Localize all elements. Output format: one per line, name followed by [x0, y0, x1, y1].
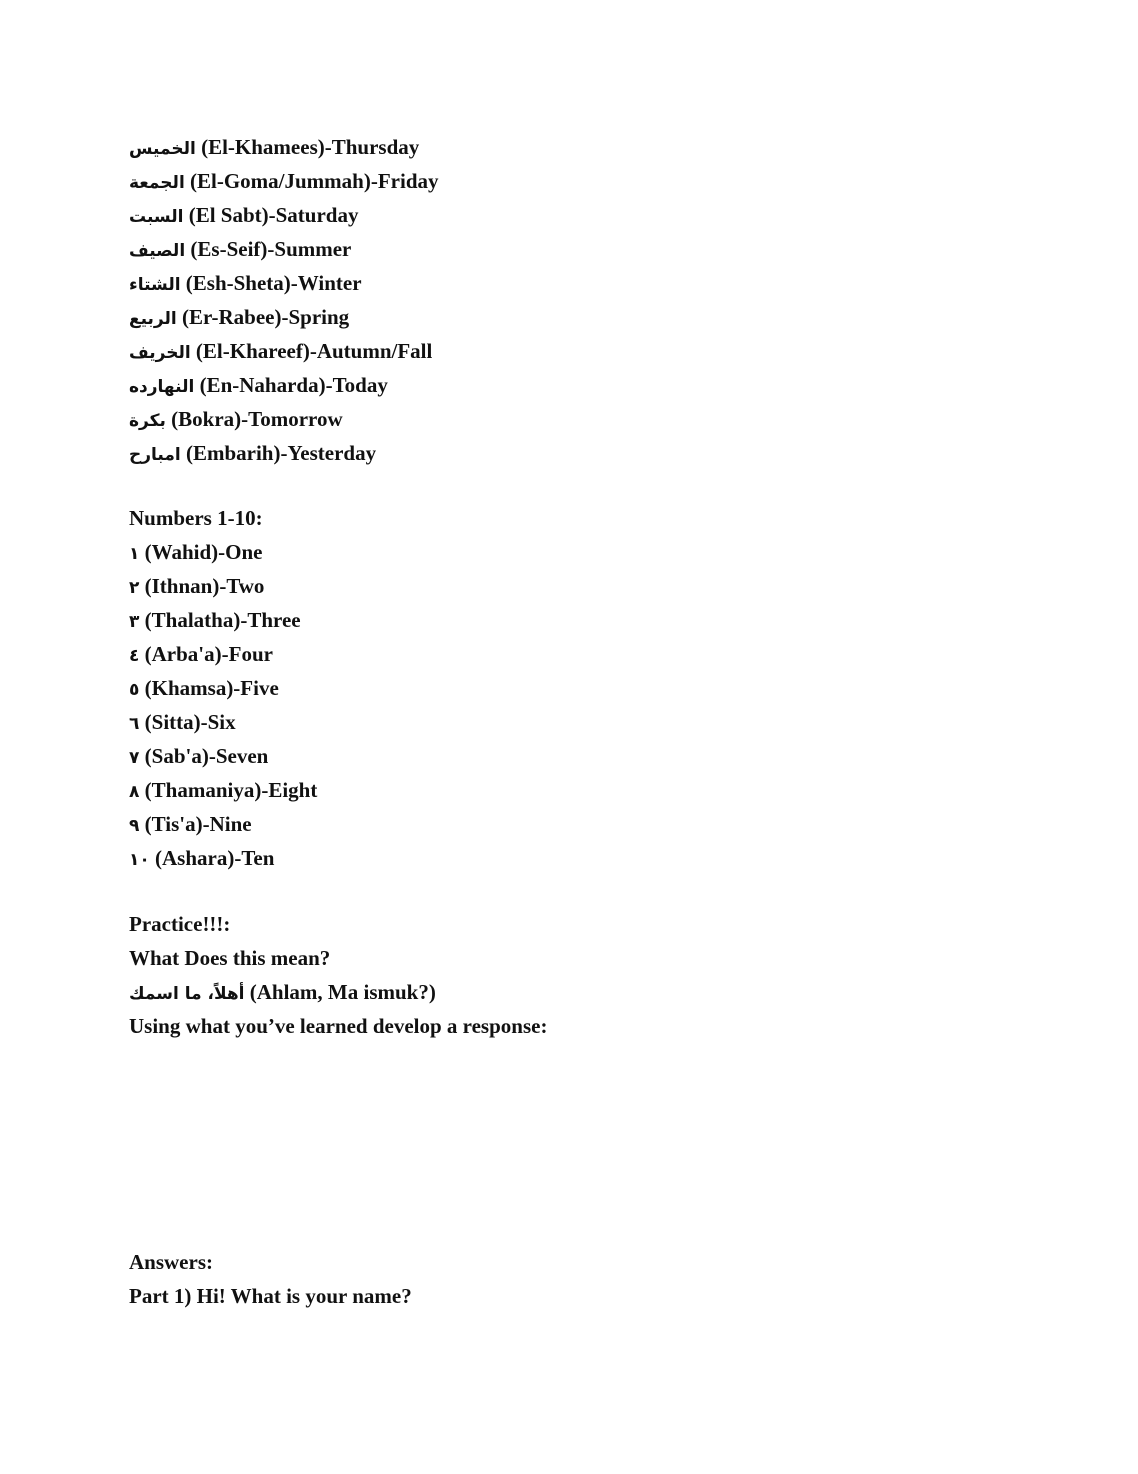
practice-section: [129, 907, 1029, 1043]
number-gloss: (Wahid)-One: [139, 540, 263, 564]
number-item-two: [129, 569, 1029, 603]
number-gloss: (Ashara)-Ten: [149, 846, 275, 870]
practice-instruction: Using what you’ve learned develop a response:: [129, 1014, 548, 1038]
vocab-item-tomorrow: [129, 402, 1029, 436]
number-item-seven: [129, 739, 1029, 773]
number-gloss: (Thamaniya)-Eight: [139, 778, 318, 802]
number-gloss: (Ithnan)-Two: [139, 574, 265, 598]
arabic-word: الخميس: [129, 139, 196, 159]
practice-phrase-gloss: (Ahlam, Ma ismuk?): [244, 980, 436, 1004]
vocab-item-autumn: [129, 334, 1029, 368]
vocab-item-saturday: [129, 198, 1029, 232]
vocab-item-summer: [129, 232, 1029, 266]
practice-phrase-arabic: أهلاً، ما اسمك: [129, 984, 245, 1004]
arabic-numeral: ٧: [129, 748, 140, 768]
arabic-numeral: ٦: [129, 714, 140, 734]
number-item-ten: [129, 841, 1029, 875]
practice-question: What Does this mean?: [129, 946, 331, 970]
transliteration-gloss: (Es-Seif)-Summer: [185, 237, 352, 261]
number-gloss: (Khamsa)-Five: [139, 676, 279, 700]
number-item-nine: [129, 807, 1029, 841]
transliteration-gloss: (El-Goma/Jummah)-Friday: [184, 169, 439, 193]
vocab-item-spring: [129, 300, 1029, 334]
number-item-eight: [129, 773, 1029, 807]
number-gloss: (Tis'a)-Nine: [139, 812, 252, 836]
arabic-word: الربيع: [129, 309, 177, 329]
transliteration-gloss: (El-Khareef)-Autumn/Fall: [190, 339, 433, 363]
number-item-six: [129, 705, 1029, 739]
transliteration-gloss: (Esh-Sheta)-Winter: [180, 271, 362, 295]
answer-part-1: Part 1) Hi! What is your name?: [129, 1284, 412, 1308]
vocab-item-today: [129, 368, 1029, 402]
number-item-five: [129, 671, 1029, 705]
number-item-four: [129, 637, 1029, 671]
arabic-numeral: ٣: [129, 612, 140, 632]
arabic-word: بكرة: [129, 411, 166, 431]
transliteration-gloss: (En-Naharda)-Today: [194, 373, 388, 397]
arabic-word: امبارح: [129, 445, 181, 465]
number-gloss: (Sitta)-Six: [139, 710, 236, 734]
vocab-item-thursday: [129, 130, 1029, 164]
number-item-three: [129, 603, 1029, 637]
vocab-item-winter: [129, 266, 1029, 300]
arabic-numeral: ٤: [129, 646, 140, 666]
arabic-numeral: ١٠: [129, 850, 150, 870]
arabic-word: السبت: [129, 207, 184, 227]
number-gloss: (Sab'a)-Seven: [139, 744, 269, 768]
number-item-one: [129, 535, 1029, 569]
arabic-word: الشتاء: [129, 275, 181, 295]
arabic-word: الجمعة: [129, 173, 185, 193]
transliteration-gloss: (Er-Rabee)-Spring: [176, 305, 350, 329]
number-gloss: (Arba'a)-Four: [139, 642, 273, 666]
transliteration-gloss: (Embarih)-Yesterday: [180, 441, 377, 465]
numbers-section: [129, 501, 1029, 875]
arabic-word: الصيف: [129, 241, 186, 261]
arabic-numeral: ٩: [129, 816, 140, 836]
transliteration-gloss: (El-Khamees)-Thursday: [195, 135, 420, 159]
arabic-word: النهارده: [129, 377, 195, 397]
answers-heading: Answers:: [129, 1250, 213, 1274]
transliteration-gloss: (Bokra)-Tomorrow: [165, 407, 343, 431]
arabic-word: الخريف: [129, 343, 191, 363]
transliteration-gloss: (El Sabt)-Saturday: [183, 203, 359, 227]
numbers-heading: Numbers 1-10:: [129, 506, 263, 530]
practice-heading: Practice!!!:: [129, 912, 231, 936]
vocab-item-yesterday: [129, 436, 1029, 470]
vocab-list-days-seasons: [129, 130, 1029, 470]
number-gloss: (Thalatha)-Three: [139, 608, 301, 632]
arabic-numeral: ٨: [129, 782, 140, 802]
practice-phrase: [129, 975, 1029, 1009]
answers-section: [129, 1245, 1029, 1313]
arabic-numeral: ١: [129, 544, 140, 564]
vocab-item-friday: [129, 164, 1029, 198]
arabic-numeral: ٥: [129, 680, 140, 700]
arabic-numeral: ٢: [129, 578, 140, 598]
